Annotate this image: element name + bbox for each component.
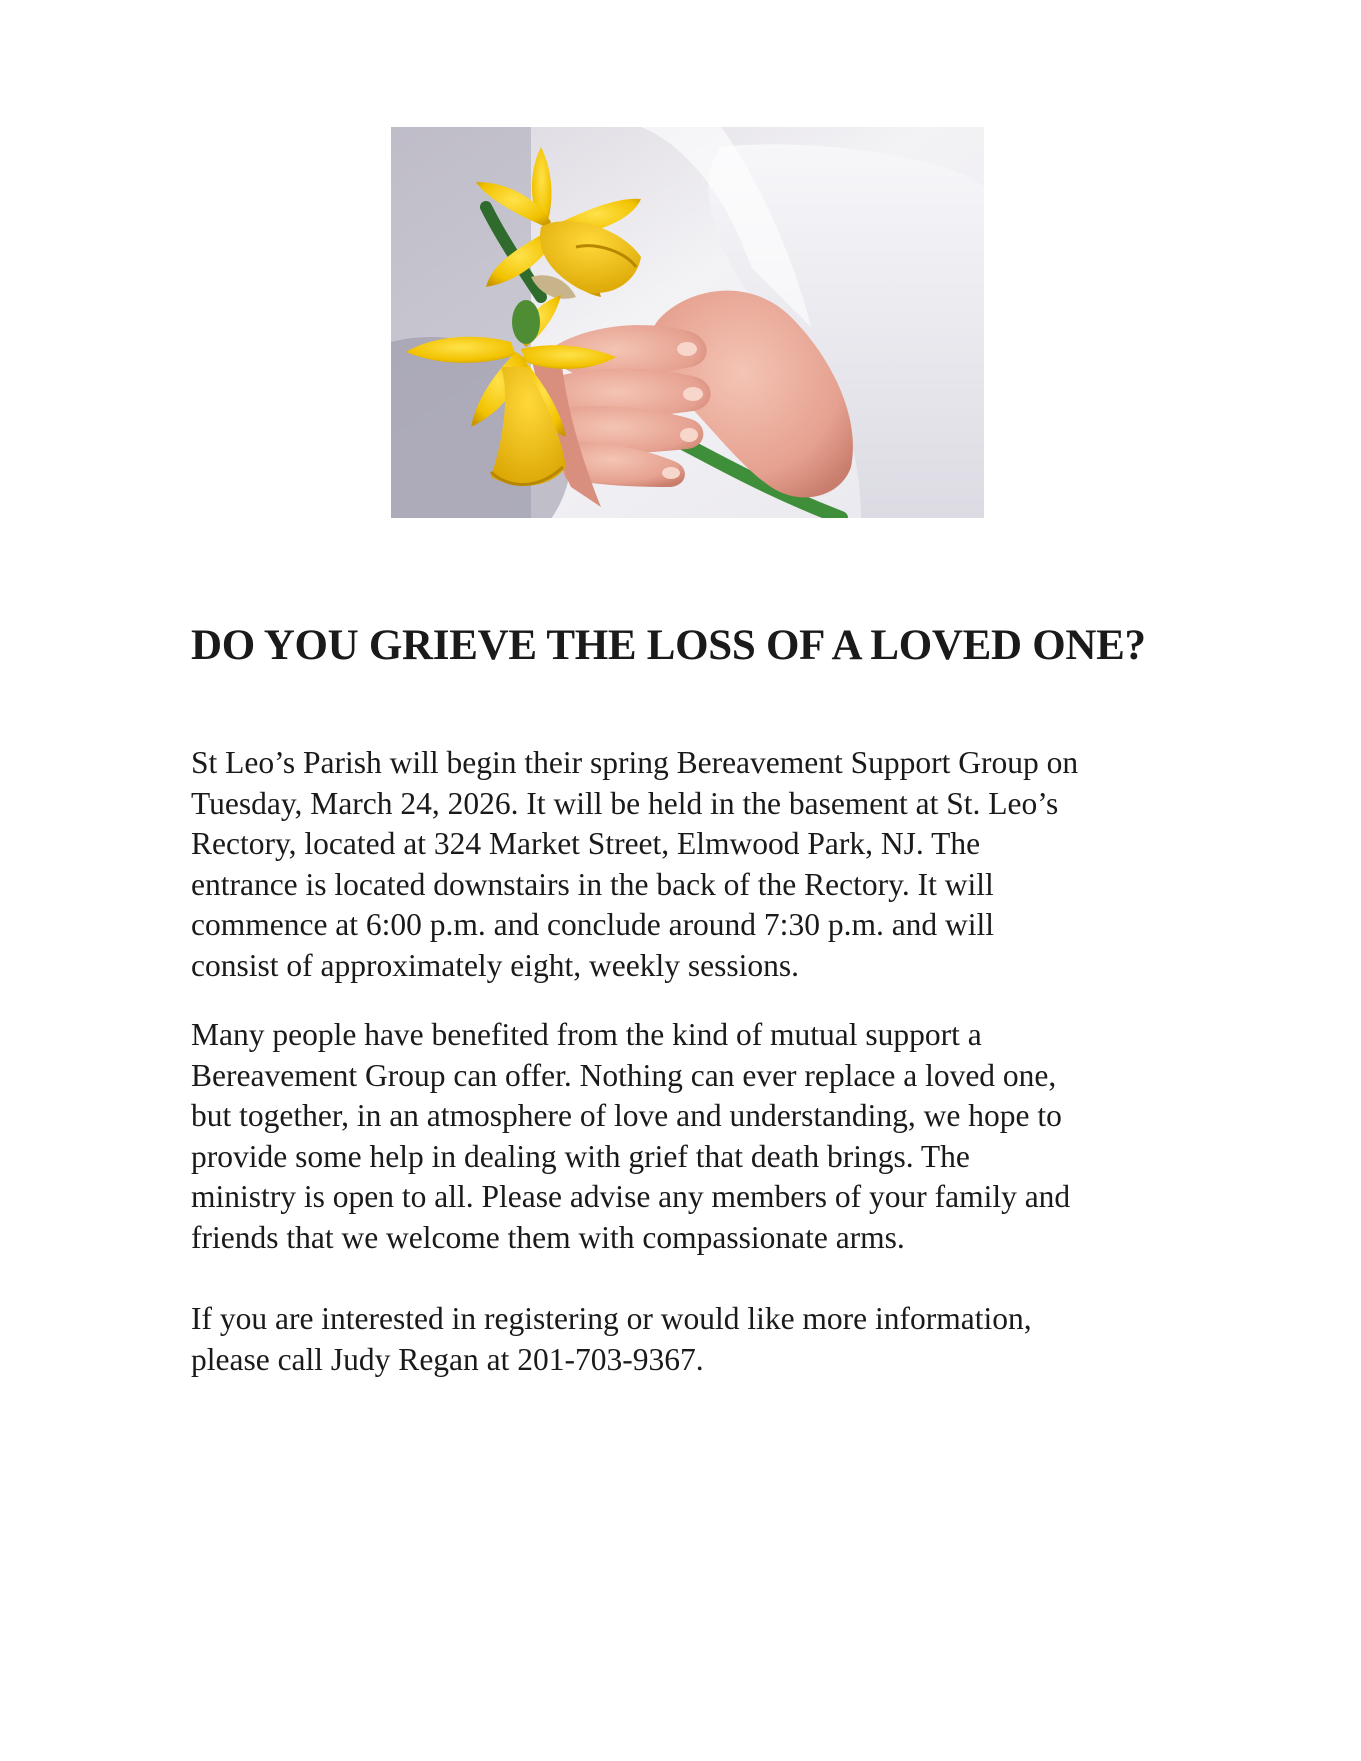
daffodil-hands-illustration	[391, 127, 984, 518]
paragraph-line: If you are interested in registering or would like more information,	[191, 1301, 1032, 1336]
paragraph-line: Tuesday, March 24, 2026. It will be held in the basement at St. Leo’s	[191, 785, 1059, 821]
paragraph-line: provide some help in dealing with grief that death brings. The	[191, 1138, 970, 1174]
paragraph-schedule	[191, 743, 1191, 987]
paragraph-line: Bereavement Group can offer. Nothing can ever replace a loved one,	[191, 1057, 1057, 1093]
paragraph-contact	[191, 1299, 1191, 1380]
paragraph-line: ministry is open to all. Please advise any members of your family and	[191, 1179, 1071, 1215]
paragraph-line: St Leo’s Parish will begin their spring Bereavement Support Group on	[191, 745, 1079, 780]
paragraph-line: Rectory, located at 324 Market Street, Elmwood Park, NJ. The	[191, 826, 981, 862]
headline: DO YOU GRIEVE THE LOSS OF A LOVED ONE?	[191, 622, 1146, 669]
daffodil-hands-photo	[391, 127, 984, 518]
paragraph-line: Many people have benefited from the kind of mutual support a	[191, 1017, 982, 1052]
paragraph-line: consist of approximately eight, weekly sessions.	[191, 947, 800, 983]
paragraph-support	[191, 1015, 1191, 1259]
paragraph-line: commence at 6:00 p.m. and conclude around 7:30 p.m. and will	[191, 907, 995, 943]
paragraph-line: entrance is located downstairs in the back of the Rectory. It will	[191, 866, 994, 902]
paragraph-line: but together, in an atmosphere of love and understanding, we hope to	[191, 1098, 1062, 1134]
paragraph-line: please call Judy Regan at 201-703-9367.	[191, 1341, 704, 1377]
paragraph-line: friends that we welcome them with compassionate arms.	[191, 1219, 905, 1255]
